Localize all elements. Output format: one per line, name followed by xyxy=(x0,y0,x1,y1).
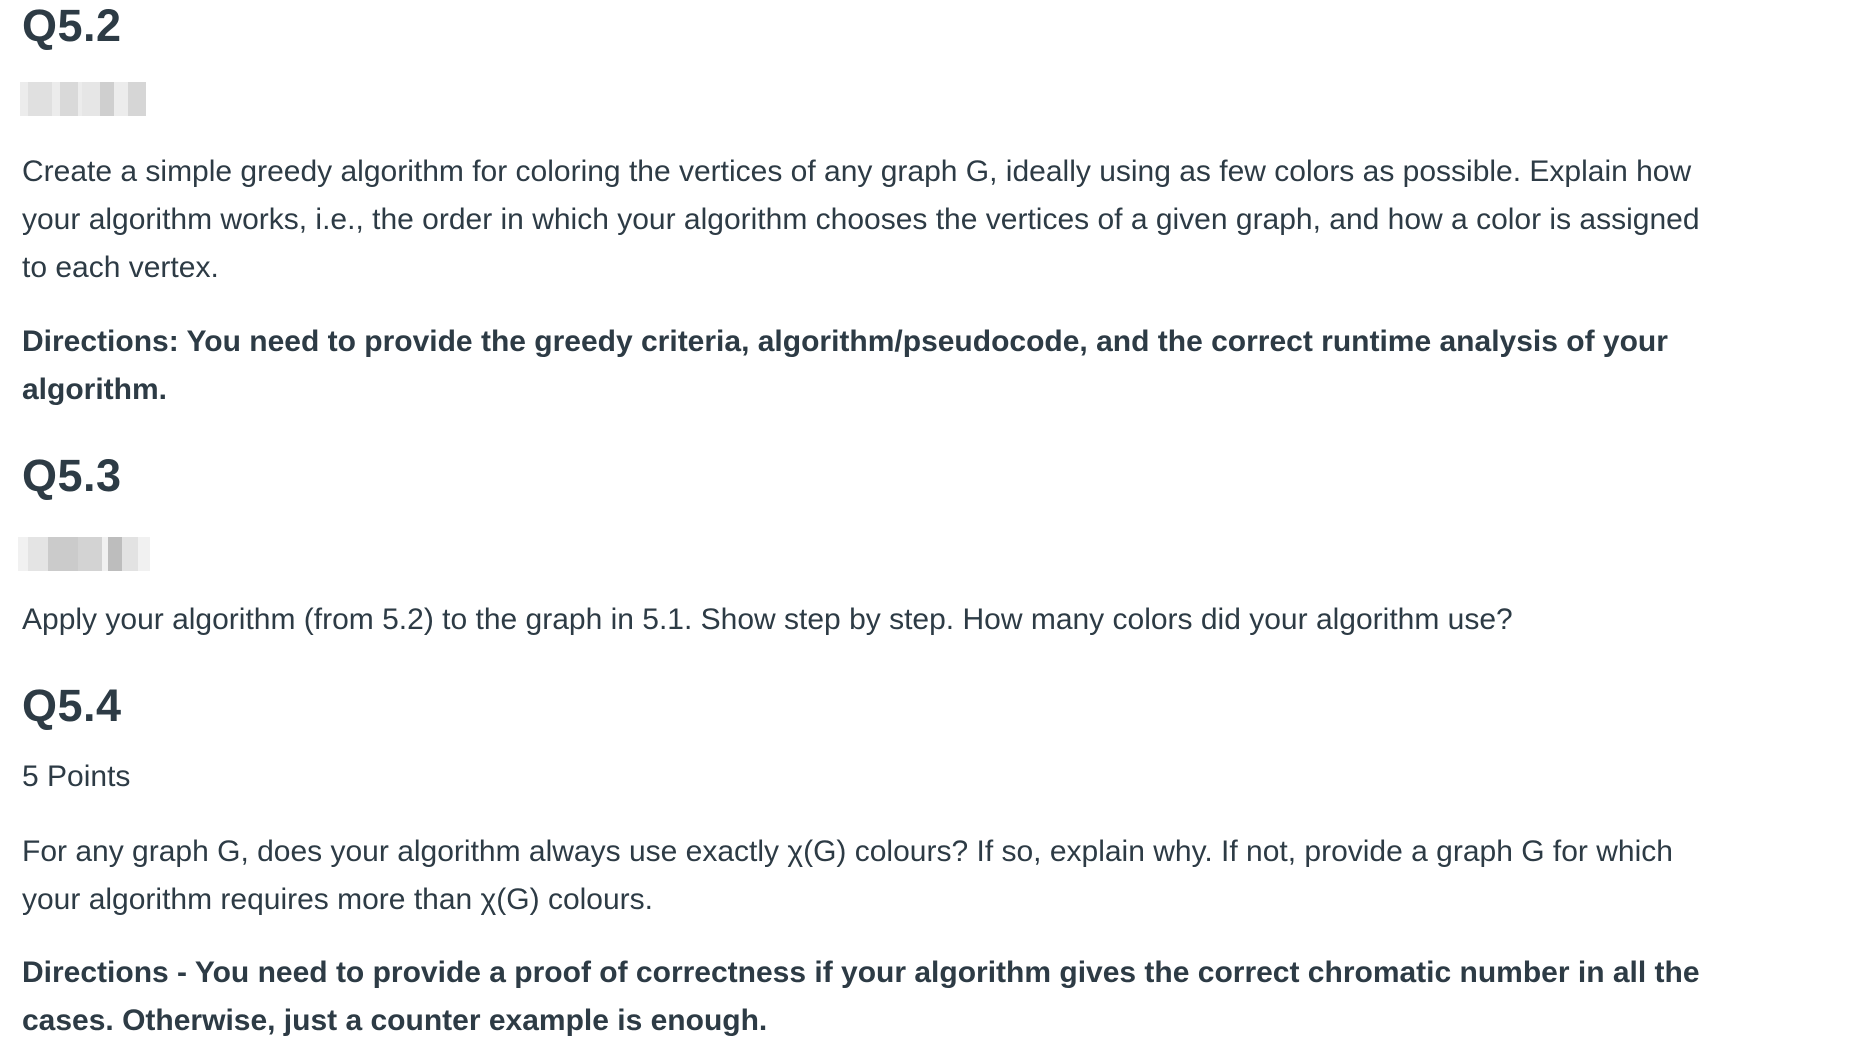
question-description-q5-2: Create a simple greedy algorithm for coloring the vertices of any graph G, ideally using as few colors as possible. Explain how your algorithm works, i.e., the order in which your algorithm chooses the vertices of a given graph, and how a color is assigned to each vertex. xyxy=(22,155,1700,284)
question-description-q5-3: Apply your algorithm (from 5.2) to the graph in 5.1. Show step by step. How many colors did your algorithm use? xyxy=(22,603,1513,636)
question-title-q5-4: Q5.4 xyxy=(22,680,122,731)
question-title-q5-2: Q5.2 xyxy=(22,0,122,51)
question-title-q5-3: Q5.3 xyxy=(22,450,122,501)
question-points-q5-4: 5 Points xyxy=(22,760,131,793)
question-description-q5-4: For any graph G, does your algorithm always use exactly χ(G) colours? If so, explain why. If not, provide a graph G for which your algorithm requires more than χ(G) colours. xyxy=(22,835,1673,916)
question-directions-q5-2: Directions: You need to provide the greedy criteria, algorithm/pseudocode, and the correct runtime analysis of your algorithm. xyxy=(22,325,1668,406)
question-directions-q5-4: Directions - You need to provide a proof of correctness if your algorithm gives the correct chromatic number in all the cases. Otherwise, just a counter example is enough. xyxy=(22,956,1700,1037)
redacted-points-q5-3 xyxy=(18,537,150,571)
redacted-points-q5-2 xyxy=(20,82,146,116)
